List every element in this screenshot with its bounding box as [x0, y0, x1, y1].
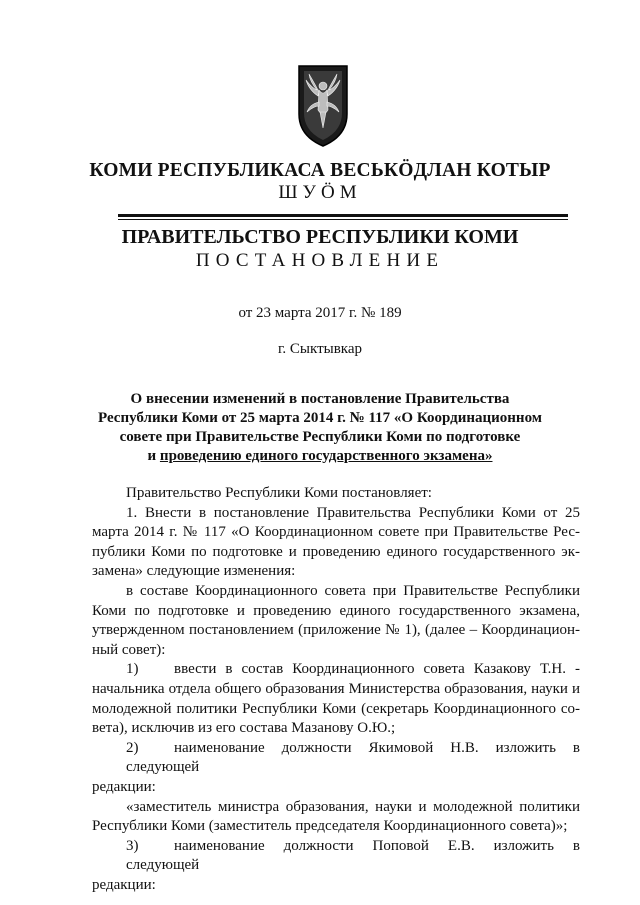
list-item-text: наименование должности Якимовой Н.В. изложить в следующей — [126, 739, 580, 776]
title-line — [0, 447, 640, 466]
body-line: «заместитель министра образования, науки и молодежной политики — [126, 798, 580, 815]
body-line: ный совет): — [92, 641, 166, 658]
list-item-text: наименование должности Поповой Е.В. изложить в следующей — [126, 837, 580, 874]
title-line-prefix: и — [147, 448, 160, 464]
body-line: 1. Внести в постановление Правительства Республики Коми от 25 — [126, 504, 580, 521]
body-line: марта 2014 г. № 117 «О Координационном совете при Правительстве Рес- — [92, 524, 580, 541]
list-item — [92, 660, 580, 738]
title-line: Республики Коми от 25 марта 2014 г. № 117 «О Координационном — [98, 410, 542, 426]
coat-of-arms-icon — [295, 62, 351, 148]
body-paragraph — [92, 504, 580, 582]
date-and-number: от 23 марта 2017 г. № 189 — [238, 305, 402, 321]
list-item-number: 1) — [126, 661, 139, 678]
title-line: совете при Правительстве Республики Коми по подготовке — [119, 429, 521, 445]
body-paragraph — [92, 582, 580, 660]
body-line — [92, 837, 580, 876]
document-type: ПОСТАНОВЛЕНИЕ — [195, 250, 445, 271]
body-paragraph: Правительство Республики Коми постановляет: — [126, 485, 432, 501]
body-line: публики Коми по подготовке и проведению единого государственного эк- — [92, 543, 580, 560]
body-line: Республики Коми (заместитель председателя Координационного совета)»; — [92, 818, 568, 835]
body-line: замена» следующие изменения: — [92, 563, 296, 580]
header-divider-thick — [118, 214, 568, 217]
list-item-text: ввести в состав Координационного совета Казакову Т.Н. - — [174, 661, 580, 678]
list-item-number: 3) — [126, 837, 139, 854]
body-line: редакции: — [92, 876, 156, 893]
body-line: в составе Координационного совета при Правительстве Республики — [126, 582, 580, 599]
quote-paragraph — [92, 798, 580, 837]
document-title — [0, 390, 640, 466]
title-line: О внесении изменений в постановление Правительства — [130, 391, 510, 407]
city: г. Сыктывкар — [277, 341, 363, 357]
body-line: редакции: — [92, 778, 156, 795]
body-line: начальника отдела общего образования Министерства образования, науки и — [92, 680, 580, 697]
komi-header-line: КОМИ РЕСПУБЛИКАСА ВЕСЬКӦДЛАН КОТЫР — [89, 160, 551, 181]
body-line: утвержденном постановлением (приложение № 1), (далее – Координацион- — [92, 622, 580, 639]
komi-doc-type: ШУӦМ — [278, 182, 362, 203]
body-line — [92, 660, 580, 680]
body-line — [92, 739, 580, 778]
title-line-underlined: проведению единого государственного экзамена» — [159, 448, 493, 464]
list-item-number: 2) — [126, 739, 139, 756]
government-header-line: ПРАВИТЕЛЬСТВО РЕСПУБЛИКИ КОМИ — [121, 226, 519, 248]
document-body — [92, 484, 580, 895]
body-line: Коми по подготовке и проведению единого государственного экзамена, — [92, 602, 580, 619]
list-item — [92, 739, 580, 798]
body-line: вета), исключив из его состава Мазанову О.Ю.; — [92, 720, 396, 737]
list-item — [92, 837, 580, 896]
body-line: молодежной политики Республики Коми (секретарь Координационного со- — [92, 700, 580, 717]
header-divider-thin — [118, 219, 568, 220]
